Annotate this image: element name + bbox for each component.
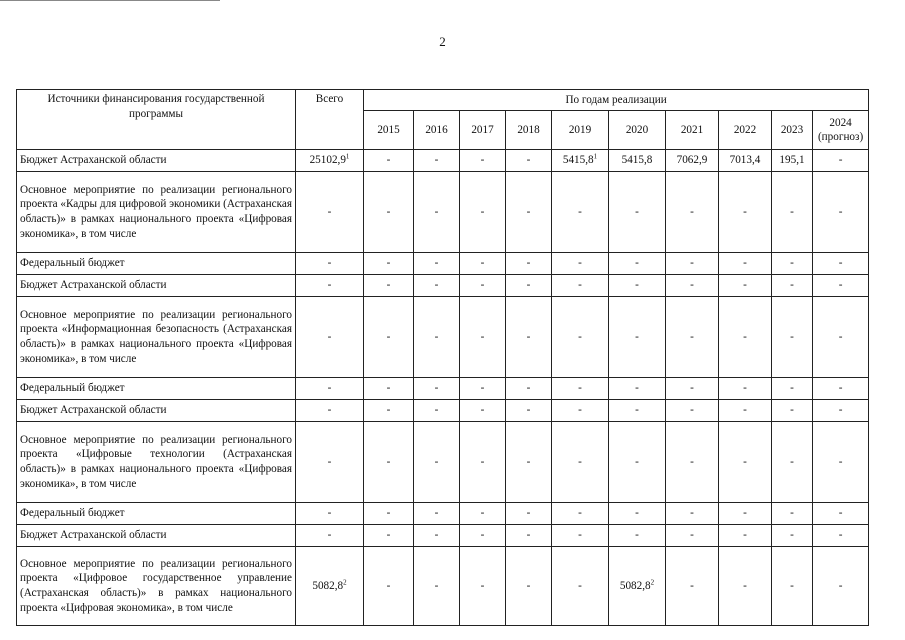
cell-2015: - [364, 172, 414, 253]
cell-2016: - [414, 422, 460, 503]
row-total: - [296, 400, 364, 422]
cell-2023: - [772, 400, 813, 422]
header-year: 2021 [666, 111, 719, 150]
cell-2016: - [414, 400, 460, 422]
table-row [17, 525, 869, 547]
cell-2021: - [666, 547, 719, 626]
header-year: 2018 [506, 111, 552, 150]
cell-2019: - [552, 503, 609, 525]
table-row [17, 275, 869, 297]
cell-2020: - [609, 297, 666, 378]
cell-2017: - [460, 297, 506, 378]
cell-2017: - [460, 547, 506, 626]
cell-2022: - [719, 172, 772, 253]
page-number: 2 [439, 34, 446, 49]
header-year: 2022 [719, 111, 772, 150]
cell-2022: - [719, 503, 772, 525]
cell-2023: - [772, 525, 813, 547]
row-source: Основное мероприятие по реализации регионального проекта «Цифровые технологии (Астраханская область)» в рамках национального проекта «Цифровая экономика», в том числе [17, 422, 296, 503]
table-row [17, 503, 869, 525]
row-total: - [296, 172, 364, 253]
header-years-group: По годам реализации [364, 90, 869, 111]
cell-2024: - [813, 253, 869, 275]
row-source: Бюджет Астраханской области [17, 150, 296, 172]
cell-2016: - [414, 253, 460, 275]
header-year: 2019 [552, 111, 609, 150]
cell-2023: 195,1 [772, 150, 813, 172]
cell-2017: - [460, 378, 506, 400]
row-source: Бюджет Астраханской области [17, 275, 296, 297]
table-row [17, 400, 869, 422]
cell-2017: - [460, 503, 506, 525]
cell-2015: - [364, 297, 414, 378]
row-total: 25102,9$^1$ [296, 150, 364, 172]
row-source: Федеральный бюджет [17, 253, 296, 275]
cell-2023: - [772, 503, 813, 525]
cell-2024: - [813, 525, 869, 547]
cell-2017: - [460, 525, 506, 547]
cell-2016: - [414, 503, 460, 525]
cell-2019: - [552, 400, 609, 422]
row-total: - [296, 275, 364, 297]
cell-2020: - [609, 275, 666, 297]
row-total: - [296, 525, 364, 547]
cell-2019: - [552, 525, 609, 547]
cell-2016: - [414, 172, 460, 253]
cell-2019: - [552, 297, 609, 378]
header-total: Всего [296, 90, 364, 150]
cell-2024: - [813, 547, 869, 626]
cell-2018: - [506, 400, 552, 422]
row-source: Основное мероприятие по реализации регионального проекта «Кадры для цифровой экономики (Астраханская область)» в рамках национального проекта «Цифровая экономика», в том числе [17, 172, 296, 253]
cell-2020: - [609, 525, 666, 547]
cell-2023: - [772, 275, 813, 297]
cell-2016: - [414, 275, 460, 297]
header-year-2024-note: (прогноз) [817, 131, 864, 143]
cell-2015: - [364, 378, 414, 400]
cell-2017: - [460, 172, 506, 253]
cell-2020: - [609, 253, 666, 275]
table-row [17, 172, 869, 253]
cell-2020: - [609, 422, 666, 503]
cell-2020: 5415,8 [609, 150, 666, 172]
cell-2018: - [506, 525, 552, 547]
row-source: Федеральный бюджет [17, 503, 296, 525]
cell-2024: - [813, 275, 869, 297]
header-year: 2023 [772, 111, 813, 150]
cell-2023: - [772, 172, 813, 253]
cell-2023: - [772, 547, 813, 626]
cell-2018: - [506, 503, 552, 525]
cell-2015: - [364, 400, 414, 422]
cell-2024: - [813, 150, 869, 172]
cell-2018: - [506, 150, 552, 172]
cell-2015: - [364, 503, 414, 525]
table-row [17, 150, 869, 172]
cell-2021: - [666, 297, 719, 378]
cell-2018: - [506, 275, 552, 297]
cell-2021: - [666, 172, 719, 253]
cell-2016: - [414, 525, 460, 547]
cell-2021: - [666, 378, 719, 400]
cell-2016: - [414, 378, 460, 400]
cell-2016: - [414, 150, 460, 172]
cell-2021: 7062,9 [666, 150, 719, 172]
cell-2019: - [552, 547, 609, 626]
cell-2017: - [460, 253, 506, 275]
cell-2021: - [666, 503, 719, 525]
cell-2022: - [719, 378, 772, 400]
cell-2022: 7013,4 [719, 150, 772, 172]
cell-2022: - [719, 400, 772, 422]
cell-2021: - [666, 275, 719, 297]
cell-2021: - [666, 422, 719, 503]
financing-table [16, 89, 869, 626]
cell-2023: - [772, 253, 813, 275]
cell-2015: - [364, 525, 414, 547]
cell-2019: 5415,8$^1$ [552, 150, 609, 172]
cell-2020: - [609, 400, 666, 422]
cell-2020: - [609, 378, 666, 400]
row-source: Бюджет Астраханской области [17, 525, 296, 547]
cell-2018: - [506, 297, 552, 378]
header-source: Источники финансирования государственной программы [17, 90, 296, 150]
header-year: 2017 [460, 111, 506, 150]
cell-2020: - [609, 172, 666, 253]
cell-2020: 5082,8$^2$ [609, 547, 666, 626]
row-source: Основное мероприятие по реализации регионального проекта «Цифровое государственное управление (Астраханская область)» в рамках национального проекта «Цифровая экономика», в том числе [17, 547, 296, 626]
cell-2022: - [719, 275, 772, 297]
cell-2024: - [813, 422, 869, 503]
header-year: 2015 [364, 111, 414, 150]
cell-2019: - [552, 378, 609, 400]
table-row [17, 253, 869, 275]
cell-2015: - [364, 422, 414, 503]
cell-2018: - [506, 253, 552, 275]
cell-2024: - [813, 172, 869, 253]
row-total: - [296, 253, 364, 275]
cell-2015: - [364, 275, 414, 297]
row-source: Федеральный бюджет [17, 378, 296, 400]
row-source: Бюджет Астраханской области [17, 400, 296, 422]
cell-2015: - [364, 253, 414, 275]
cell-2024: - [813, 503, 869, 525]
cell-2018: - [506, 547, 552, 626]
row-total: - [296, 503, 364, 525]
cell-2024: - [813, 297, 869, 378]
row-total: - [296, 378, 364, 400]
cell-2023: - [772, 378, 813, 400]
cell-2022: - [719, 297, 772, 378]
cell-2024: - [813, 400, 869, 422]
cell-2018: - [506, 422, 552, 503]
cell-2018: - [506, 378, 552, 400]
cell-2019: - [552, 422, 609, 503]
cell-2016: - [414, 297, 460, 378]
cell-2023: - [772, 422, 813, 503]
header-year: 2016 [414, 111, 460, 150]
header-year-2024-label: 2024 [829, 117, 852, 129]
cell-2022: - [719, 422, 772, 503]
header-year: 2020 [609, 111, 666, 150]
table-row [17, 422, 869, 503]
cell-2017: - [460, 150, 506, 172]
cell-2021: - [666, 525, 719, 547]
row-total: - [296, 297, 364, 378]
cell-2016: - [414, 547, 460, 626]
header-row-1 [17, 90, 869, 111]
top-rule [0, 0, 220, 1]
cell-2015: - [364, 547, 414, 626]
cell-2022: - [719, 253, 772, 275]
cell-2023: - [772, 297, 813, 378]
table-row [17, 547, 869, 626]
row-source: Основное мероприятие по реализации регионального проекта «Информационная безопасность (Астраханская область)» в рамках национального проекта «Цифровая экономика», в том числе [17, 297, 296, 378]
row-total: - [296, 422, 364, 503]
cell-2022: - [719, 547, 772, 626]
cell-2018: - [506, 172, 552, 253]
header-year-2024 [813, 111, 869, 150]
cell-2017: - [460, 422, 506, 503]
cell-2019: - [552, 253, 609, 275]
table-row [17, 297, 869, 378]
cell-2020: - [609, 503, 666, 525]
cell-2021: - [666, 400, 719, 422]
cell-2017: - [460, 400, 506, 422]
cell-2019: - [552, 275, 609, 297]
cell-2022: - [719, 525, 772, 547]
cell-2015: - [364, 150, 414, 172]
cell-2019: - [552, 172, 609, 253]
cell-2024: - [813, 378, 869, 400]
cell-2021: - [666, 253, 719, 275]
table-row [17, 378, 869, 400]
cell-2017: - [460, 275, 506, 297]
row-total: 5082,8$^2$ [296, 547, 364, 626]
